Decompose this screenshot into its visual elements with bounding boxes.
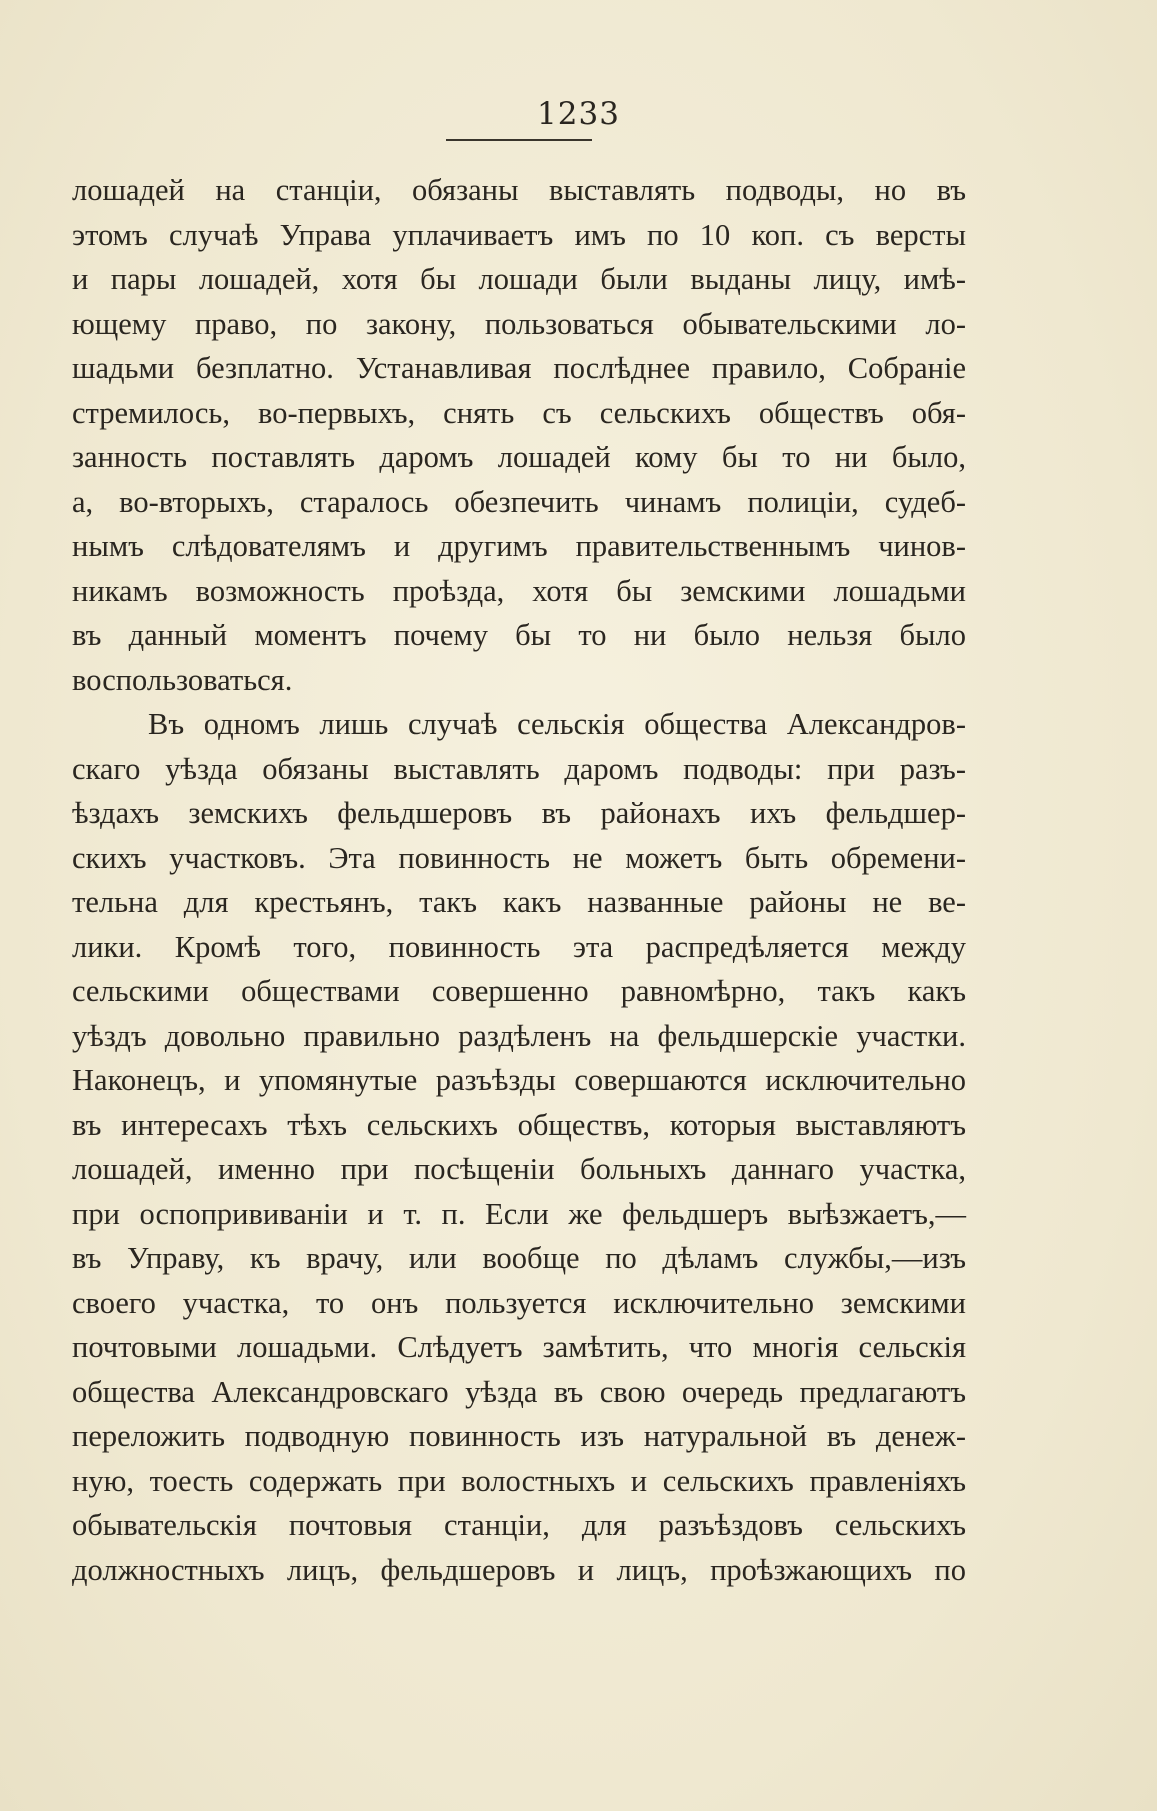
text-line: обывательскія почтовыя станціи, для разъѣздовъ сельскихъ — [72, 1508, 966, 1542]
text-line: стремилось, во-первыхъ, снять съ сельскихъ обществъ обя- — [72, 395, 966, 430]
text-line: общества Александровскаго уѣзда въ свою очередь предлагаютъ — [72, 1374, 966, 1409]
text-line: переложить подводную повинность изъ натуральной въ денеж- — [72, 1419, 966, 1453]
text-line: Наконецъ, и упомянутые разъѣзды совершаются исключительно — [72, 1063, 966, 1097]
text-line: а, во-вторыхъ, старалось обезпечить чинамъ полиціи, судеб- — [72, 484, 966, 519]
text-line: тельна для крестьянъ, такъ какъ названные районы не ве- — [72, 885, 966, 919]
text-line: почтовыми лошадьми. Слѣдуетъ замѣтить, что многія сельскія — [72, 1330, 966, 1364]
text-line: при оспопрививаніи и т. п. Если же фельдшеръ выѣзжаетъ,— — [72, 1196, 966, 1231]
text-line: занность поставлять даромъ лошадей кому бы то ни было, — [72, 440, 966, 474]
body-text — [72, 168, 966, 1592]
paragraph-2 — [72, 702, 966, 1592]
text-line: ющему право, по закону, пользоваться обывательскими ло- — [72, 306, 966, 341]
text-line: скаго уѣзда обязаны выставлять даромъ подводы: при разъ- — [72, 751, 966, 786]
text-line: уѣздъ довольно правильно раздѣленъ на фельдшерскіе участки. — [72, 1018, 966, 1053]
text-line: въ Управу, къ врачу, или вообще по дѣламъ службы,—изъ — [72, 1241, 966, 1275]
text-line: ную, тоесть содержать при волостныхъ и сельскихъ правленіяхъ — [72, 1463, 966, 1498]
text-line: никамъ возможность проѣзда, хотя бы земскими лошадьми — [72, 573, 966, 608]
text-line: и пары лошадей, хотя бы лошади были выданы лицу, имѣ- — [72, 262, 966, 296]
text-line: въ данный моментъ почему бы то ни было нельзя было — [72, 618, 966, 652]
text-line: Въ одномъ лишь случаѣ сельскія общества Александров- — [148, 707, 966, 741]
text-line: своего участка, то онъ пользуется исключительно земскими — [72, 1285, 966, 1320]
text-line: нымъ слѣдователямъ и другимъ правительственнымъ чинов- — [72, 529, 966, 563]
text-line: ѣздахъ земскихъ фельдшеровъ въ районахъ ихъ фельдшер- — [72, 796, 966, 830]
text-line: скихъ участковъ. Эта повинность не можетъ быть обремени- — [72, 840, 966, 875]
paragraph-1 — [72, 168, 966, 702]
page-number: 1233 — [537, 96, 620, 132]
header-rule — [446, 139, 592, 141]
text-line: въ интересахъ тѣхъ сельскихъ обществъ, которыя выставляютъ — [72, 1107, 966, 1142]
text-line: этомъ случаѣ Управа уплачиваетъ имъ по 10 коп. съ версты — [72, 217, 966, 252]
text-line: сельскими обществами совершенно равномѣрно, такъ какъ — [72, 974, 966, 1008]
text-line: лошадей, именно при посѣщеніи больныхъ даннаго участка, — [72, 1152, 966, 1186]
text-line: воспользоваться. — [72, 662, 293, 697]
text-line: лошадей на станціи, обязаны выставлять подводы, но въ — [72, 173, 966, 207]
text-line: шадьми безплатно. Устанавливая послѣднее правило, Собраніе — [72, 351, 966, 385]
text-line: должностныхъ лицъ, фельдшеровъ и лицъ, проѣзжающихъ по — [72, 1552, 966, 1587]
text-line: лики. Кромѣ того, повинность эта распредѣляется между — [72, 929, 966, 964]
